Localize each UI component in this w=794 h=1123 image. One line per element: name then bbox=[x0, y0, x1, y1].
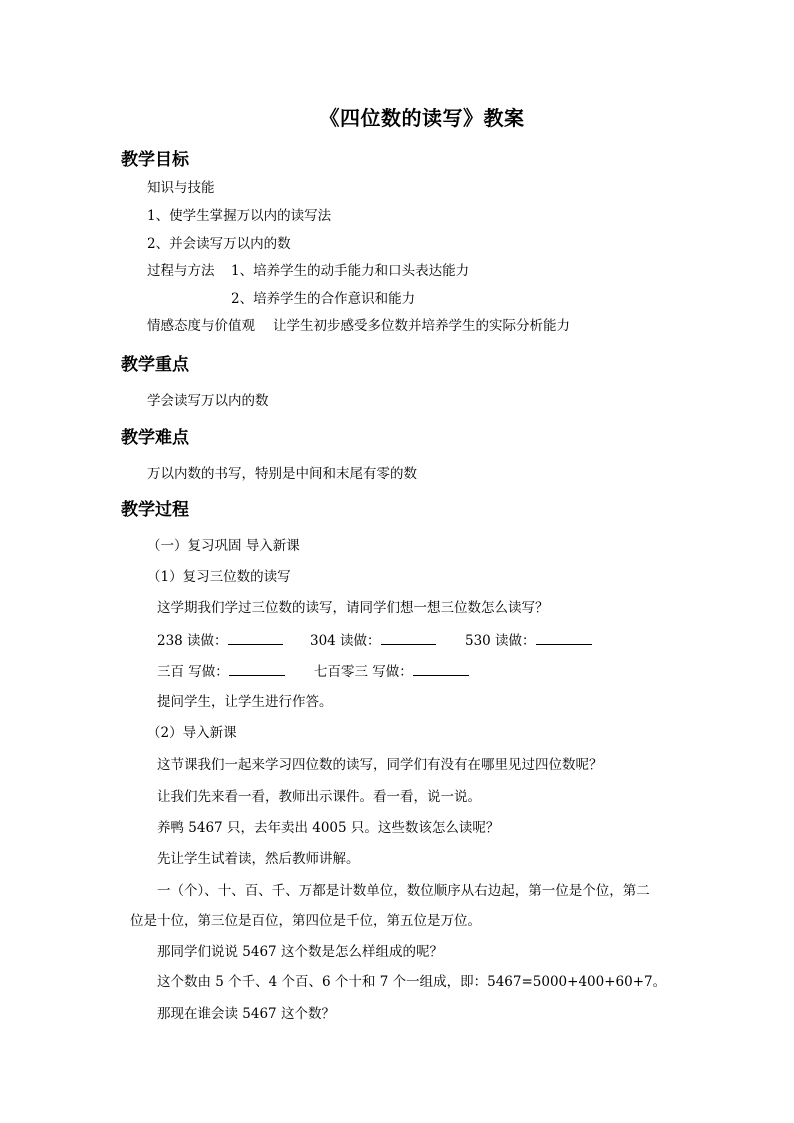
difficulty-text: 万以内数的书写，特别是中间和末尾有零的数 bbox=[147, 466, 417, 482]
exercise-write-703 bbox=[314, 661, 469, 682]
knowledge-label: 知识与技能 bbox=[147, 180, 215, 196]
attitude-label: 情感态度与价值观 bbox=[147, 318, 255, 334]
sub-step-1-title: （1）复习三位数的读写 bbox=[147, 569, 291, 585]
paragraph: 这学期我们学过三位数的读写，请同学们想一想三位数怎么读写？ bbox=[157, 600, 549, 616]
paragraph: 养鸭 5467 只，去年卖出 4005 只。这些数该怎么读呢？ bbox=[157, 820, 500, 836]
paragraph: 这节课我们一起来学习四位数的读写，同学们有没有在哪里见过四位数呢？ bbox=[157, 757, 603, 773]
heading-difficulty: 教学难点 bbox=[121, 428, 189, 448]
key-points-text: 学会读写万以内的数 bbox=[147, 393, 269, 409]
heading-key-points: 教学重点 bbox=[121, 355, 189, 375]
process-item-2: 2、培养学生的合作意识和能力 bbox=[231, 291, 416, 307]
knowledge-item-2: 2、并会读写万以内的数 bbox=[147, 236, 291, 252]
sub-step-2-title: （2）导入新课 bbox=[147, 725, 237, 741]
exercise-read-238 bbox=[157, 630, 283, 651]
exercise-write-300 bbox=[157, 661, 285, 682]
exercise-label: 304 读做： bbox=[310, 633, 381, 649]
paragraph: 那现在谁会读 5467 这个数？ bbox=[157, 1006, 335, 1022]
answer-blank bbox=[228, 630, 283, 645]
paragraph: 一（个）、十、百、千、万都是计数单位，数位顺序从右边起，第一位是个位，第二 bbox=[157, 883, 650, 899]
paragraph: 先让学生试着读，然后教师讲解。 bbox=[157, 851, 360, 867]
attitude-text: 让学生初步感受多位数并培养学生的实际分析能力 bbox=[273, 318, 570, 334]
heading-goals: 教学目标 bbox=[121, 150, 189, 170]
paragraph: 让我们先来看一看，教师出示课件。看一看，说一说。 bbox=[157, 789, 481, 805]
answer-blank bbox=[381, 630, 436, 645]
process-item-1: 1、培养学生的动手能力和口头表达能力 bbox=[231, 263, 470, 279]
paragraph: 那同学们说说 5467 这个数是怎么样组成的呢？ bbox=[157, 944, 443, 960]
paragraph: 这个数由 5 个千、4 个百、6 个十和 7 个一组成，即：5467=5000+400+60+7。 bbox=[157, 974, 667, 990]
answer-blank bbox=[413, 661, 469, 676]
paragraph-continuation: 位是十位，第三位是百位，第四位是千位，第五位是万位。 bbox=[130, 913, 481, 929]
step-1-title: （一）复习巩固 导入新课 bbox=[147, 538, 300, 554]
exercise-label: 530 读做： bbox=[465, 633, 536, 649]
answer-blank bbox=[536, 630, 592, 645]
exercise-label: 238 读做： bbox=[157, 633, 228, 649]
exercise-read-304 bbox=[310, 630, 436, 651]
knowledge-item-1: 1、使学生掌握万以内的读写法 bbox=[147, 208, 332, 224]
heading-process: 教学过程 bbox=[121, 500, 189, 520]
paragraph: 提问学生，让学生进行作答。 bbox=[157, 694, 333, 710]
exercise-label: 七百零三 写做： bbox=[314, 664, 413, 680]
exercise-read-530 bbox=[465, 630, 592, 651]
exercise-label: 三百 写做： bbox=[157, 664, 229, 680]
answer-blank bbox=[229, 661, 285, 676]
document-title: 《四位数的读写》教案 bbox=[319, 106, 525, 130]
process-label: 过程与方法 bbox=[147, 263, 215, 279]
